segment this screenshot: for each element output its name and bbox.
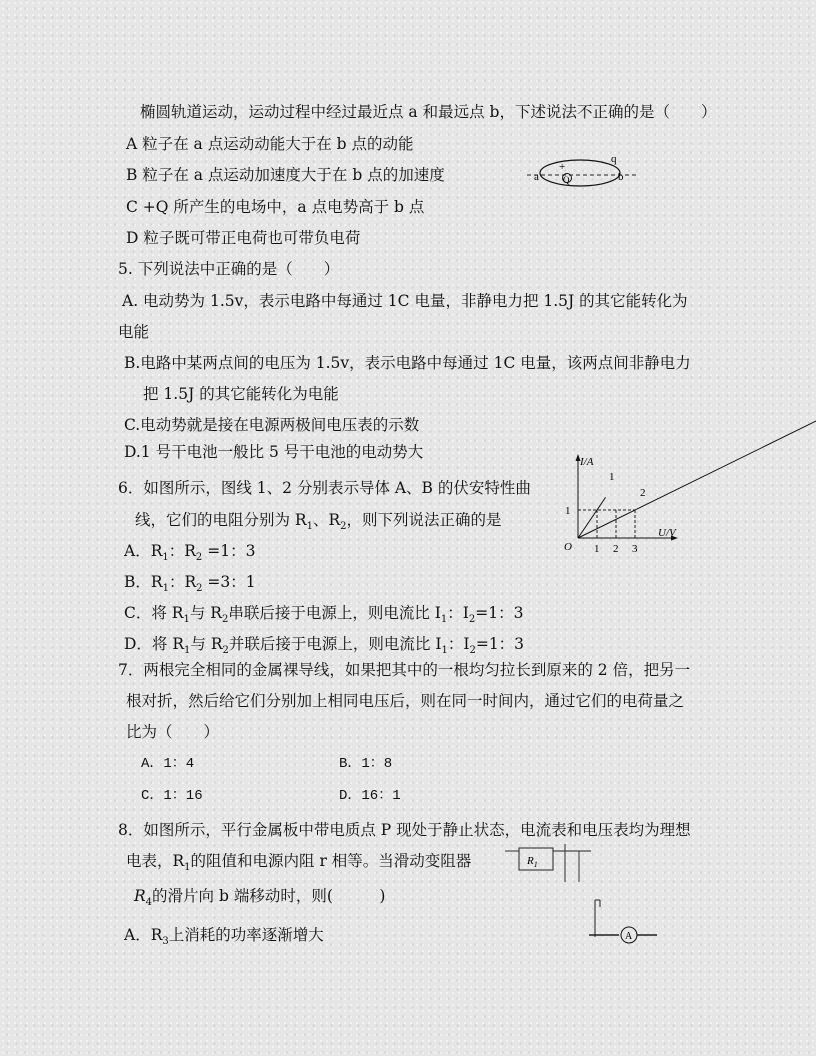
q5-option-a-line1: A. 电动势为 1.5v，表示电路中每通过 1C 电量，非静电力把 1.5J 的其它能转化为 (122, 292, 688, 310)
x-tick-label-1: 1 (594, 543, 600, 555)
q5-option-b-line1: B.电路中某两点间的电压为 1.5v，表示电路中每通过 1C 电量，该两点间非静电力 (124, 354, 691, 372)
q8-stem-line2: 电表，$R_1$的阻值和电源内阻 r 相等。当滑动变阻器 (126, 852, 472, 874)
q8-stem-line1: 8．如图所示，平行金属板中带电质点 P 现处于静止状态，电流表和电压表均为理想 (118, 821, 691, 839)
center-charge-label: Q (563, 175, 570, 185)
q6-option-c: C．将 $R_1$与 $R_2$串联后接于电源上，则电流比 $I_1$：$I_2=1$：3 (124, 604, 524, 626)
x-tick-label-3: 3 (632, 543, 638, 555)
q8-circuit-figure (505, 842, 675, 947)
line-2-label: 2 (640, 487, 646, 499)
y-tick-label-1: 1 (565, 505, 571, 517)
q6-option-b: B．$R_1$：$R_2 =3$：1 (124, 573, 256, 595)
q7-stem-line3: 比为（ ） (126, 723, 220, 741)
origin-label: O (564, 541, 572, 553)
q7-option-a: A．1：4 (141, 756, 195, 772)
point-b-label: b (618, 171, 624, 183)
q4-stem-continuation: 椭圆轨道运动，运动过程中经过最近点 a 和最远点 b，下述说法不正确的是（ ） (140, 103, 717, 121)
resistor-r1-label: $R_1$ (527, 855, 538, 869)
q6-option-a: A．$R_1$：$R_2 =1$：3 (124, 542, 256, 564)
q6-iu-graph (560, 452, 685, 557)
q5-option-c: C.电动势就是接在电源两极间电压表的示数 (124, 416, 420, 434)
charge-sign: + (559, 161, 566, 173)
q6-stem-line2: 线，它们的电阻分别为 $R_1$、$R_2$，则下列说法正确的是 (135, 511, 502, 533)
q7-stem-line1: 7．两根完全相同的金属裸导线，如果把其中的一根均匀拉长到原来的 2 倍，把另一 (118, 661, 691, 679)
q7-option-b: B．1：8 (339, 756, 393, 772)
x-axis-label: U/V (658, 527, 676, 539)
q4-option-b: B 粒子在 a 点运动加速度大于在 b 点的加速度 (126, 166, 445, 184)
q5-option-a-line2: 电能 (118, 323, 150, 341)
q7-stem-line2: 根对折，然后给它们分别加上相同电压后，则在同一时间内，通过它们的电荷量之 (126, 692, 685, 710)
orbit-ellipse (540, 160, 620, 186)
q4-option-d: D 粒子既可带正电荷也可带负电荷 (126, 229, 361, 247)
q5-option-d: D.1 号干电池一般比 5 号干电池的电动势大 (124, 443, 424, 461)
particle-label: q (611, 153, 617, 165)
line-1-label: 1 (609, 471, 615, 483)
q4-option-c: C +Q 所产生的电场中，a 点电势高于 b 点 (126, 198, 425, 216)
series-line-1 (578, 497, 606, 538)
q7-option-d: D．16：1 (339, 788, 401, 804)
point-a-label: a (534, 171, 539, 183)
q4-orbit-figure (525, 150, 640, 195)
q5-option-b-line2: 把 1.5J 的其它能转化为电能 (143, 385, 339, 403)
x-tick-label-2: 2 (613, 543, 619, 555)
q6-option-d: D．将 $R_1$与 $R_2$并联后接于电源上，则电流比 $I_1$：$I_2=1$：3 (124, 635, 525, 657)
y-axis-label: I/A (580, 456, 594, 468)
ammeter-label: A (625, 931, 633, 942)
q6-stem-line1: 6．如图所示，图线 1、2 分别表示导体 A、B 的伏安特性曲 (118, 479, 531, 497)
q4-option-a: A 粒子在 a 点运动动能大于在 b 点的动能 (126, 135, 414, 153)
q8-stem-line3: $R_4$的滑片向 b 端移动时，则( ) (134, 887, 386, 909)
q8-option-a: A．$R_3$上消耗的功率逐渐增大 (124, 926, 324, 948)
q5-stem: 5. 下列说法中正确的是（ ） (118, 260, 340, 278)
q7-option-c: C．1：16 (141, 788, 203, 804)
